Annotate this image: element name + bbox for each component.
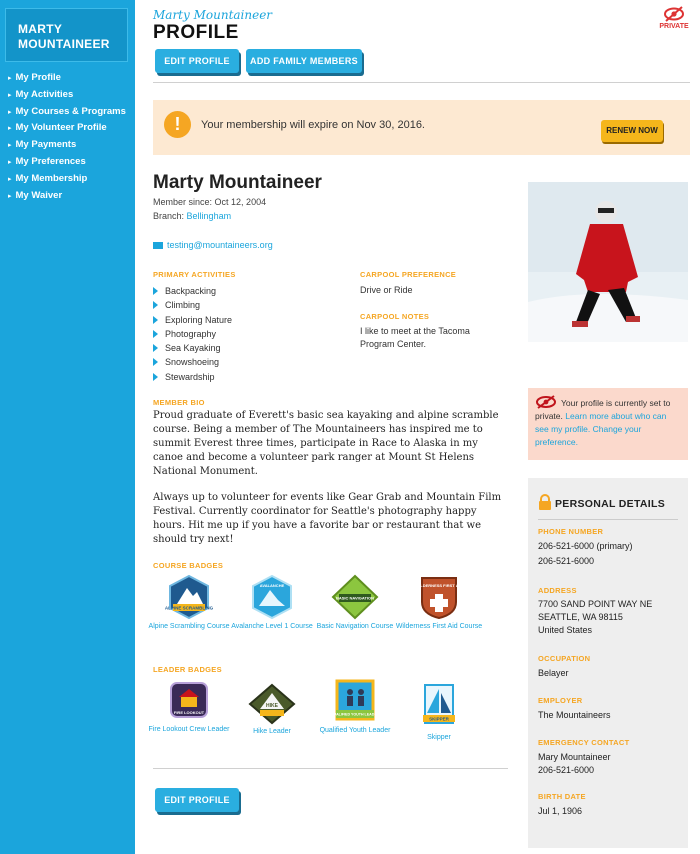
list-item: [153, 341, 232, 355]
carpool-notes-value: I like to meet at the Tacoma Program Center.: [360, 326, 470, 349]
activity-label: Exploring Nature: [165, 314, 233, 325]
badge-art-text: SKIPPER: [429, 716, 449, 722]
badge-art-text: ALPINE SCRAMBLING: [164, 605, 214, 611]
birth-date-label: BIRTH DATE: [538, 792, 586, 801]
badge-art-text: QUALIFIED YOUTH LEADER: [330, 712, 380, 717]
sidebar-item-label: My Waiver: [15, 189, 63, 201]
activities-list: [153, 284, 232, 384]
badge-art-text: HIKE: [266, 703, 278, 709]
triangle-bullet-icon: [153, 287, 158, 295]
sidebar-item-membership[interactable]: [8, 171, 126, 188]
activity-label: Stewardship: [165, 371, 215, 382]
emergency-contact-phone: 206-521-6000: [538, 765, 595, 775]
member-since: [153, 197, 266, 207]
list-item: [153, 313, 232, 327]
emergency-contact-name: Mary Mountaineer: [538, 752, 611, 762]
carpool-notes-label: CARPOOL NOTES: [360, 312, 430, 321]
membership-banner: [153, 100, 690, 155]
badge-caption: Hike Leader: [253, 728, 291, 735]
badge-basic-navigation[interactable]: [310, 574, 400, 631]
phone-primary: 206-521-6000 (primary): [538, 541, 633, 551]
page-title: PROFILE: [153, 22, 239, 43]
sidebar-nav: [8, 70, 126, 204]
sidebar-item-label: My Courses & Programs: [15, 105, 126, 117]
qualified-youth-leader-badge-icon: [330, 678, 380, 724]
chevron-right-icon: ▸: [8, 175, 12, 183]
sidebar-user-name: [5, 8, 128, 62]
occupation-value: Belayer: [538, 668, 569, 678]
sidebar-item-preferences[interactable]: [8, 154, 126, 171]
leader-badges-label: LEADER BADGES: [153, 665, 222, 674]
triangle-bullet-icon: [153, 373, 158, 381]
sidebar-item-profile[interactable]: [8, 70, 126, 87]
badge-caption: Basic Navigation Course: [316, 623, 394, 630]
fire-lookout-badge-icon: [167, 679, 211, 723]
membership-message: Your membership will expire on Nov 30, 2016.: [201, 119, 425, 131]
heading-text: PERSONAL DETAILS: [555, 498, 666, 510]
member-bio-label: MEMBER BIO: [153, 398, 205, 407]
employer-value: The Mountaineers: [538, 710, 611, 720]
address-line-3: United States: [538, 625, 593, 635]
add-family-members-button[interactable]: ADD FAMILY MEMBERS: [246, 49, 362, 73]
divider: [153, 768, 508, 769]
phone-secondary: 206-521-6000: [538, 556, 595, 566]
privacy-learn-more-link[interactable]: Learn more about who can see my profile. Change your preference.: [535, 411, 667, 447]
birth-date-value: Jul 1, 1906: [538, 806, 583, 816]
divider: [538, 519, 678, 520]
header-user-name: Marty Mountaineer: [153, 8, 273, 22]
triangle-bullet-icon: [153, 330, 158, 338]
badge-caption: Avalanche Level 1 Course: [231, 623, 313, 630]
sidebar-item-payments[interactable]: [8, 137, 126, 154]
edit-profile-button[interactable]: EDIT PROFILE: [155, 49, 239, 73]
chevron-right-icon: ▸: [8, 158, 12, 166]
privacy-text: Your profile is currently set to private.: [535, 398, 671, 421]
alpine-scrambling-badge-icon: [164, 574, 214, 620]
sidebar-item-label: My Membership: [15, 172, 88, 184]
address-line-2: SEATTLE, WA 98115: [538, 612, 623, 622]
sidebar-item-label: My Payments: [15, 139, 77, 151]
chevron-right-icon: ▸: [8, 192, 12, 200]
badge-fire-lookout-crew-leader[interactable]: [144, 679, 234, 734]
badge-wilderness-first-aid[interactable]: [394, 574, 484, 631]
badge-qualified-youth-leader[interactable]: [310, 678, 400, 735]
list-item: [153, 327, 232, 341]
user-first-name: MARTY: [18, 22, 63, 36]
badge-hike-leader[interactable]: [227, 683, 317, 736]
activity-label: Snowshoeing: [165, 357, 220, 368]
email-text: testing@mountaineers.org: [167, 240, 273, 250]
badge-art-text: FIRE LOOKOUT: [173, 710, 205, 715]
sidebar-item-label: My Activities: [15, 88, 74, 100]
sidebar-item-label: My Preferences: [15, 155, 86, 167]
address-label: ADDRESS: [538, 586, 577, 595]
list-item: [153, 355, 232, 369]
branch-link[interactable]: Bellingham: [186, 211, 232, 221]
eye-slash-icon: [535, 395, 557, 409]
sidebar-item-label: My Profile: [15, 72, 61, 83]
avalanche-badge-icon: [250, 574, 294, 620]
mountaineer-photo: [528, 182, 688, 342]
badge-art-text: AVALANCHE: [259, 583, 285, 588]
personal-details-heading: [538, 494, 665, 510]
list-item: [153, 298, 232, 312]
badge-caption: Wilderness First Aid Course: [395, 623, 483, 630]
hike-leader-badge-icon: [248, 683, 296, 725]
carpool-preference-label: CARPOOL PREFERENCE: [360, 270, 457, 279]
sidebar-item-courses[interactable]: [8, 104, 126, 121]
eye-slash-icon: [663, 6, 685, 22]
branch-label: Branch:: [153, 211, 185, 221]
sidebar-item-volunteer[interactable]: [8, 120, 126, 137]
branch: [153, 211, 231, 221]
phone-label: PHONE NUMBER: [538, 527, 604, 536]
course-badges-label: COURSE BADGES: [153, 561, 224, 570]
badge-caption: Alpine Scrambling Course: [148, 623, 230, 630]
member-bio-paragraph-1: Proud graduate of Everett's basic sea kayaking and alpine scramble course. Being a member of The Mountaineers has inspired me to summit Everest three times, participate in Race to Alaska in my canoe and become a volunteer park ranger at Mount St Helens National Monument.: [153, 410, 499, 477]
basic-navigation-badge-icon: [331, 574, 379, 620]
triangle-bullet-icon: [153, 316, 158, 324]
emergency-contact-label: EMERGENCY CONTACT: [538, 738, 630, 747]
badge-caption: Fire Lookout Crew Leader: [148, 726, 230, 733]
activity-label: Climbing: [165, 300, 201, 311]
triangle-bullet-icon: [153, 344, 158, 352]
member-since-label: Member since:: [153, 197, 213, 207]
sidebar-item-activities[interactable]: [8, 87, 126, 104]
carpool-preference-value: Drive or Ride: [360, 285, 413, 295]
sidebar-item-label: My Volunteer Profile: [15, 122, 107, 134]
badge-avalanche-level-1[interactable]: [227, 574, 317, 631]
chevron-right-icon: ▸: [8, 75, 12, 82]
wilderness-first-aid-badge-icon: [415, 574, 463, 620]
primary-activities-label: PRIMARY ACTIVITIES: [153, 270, 236, 279]
employer-label: EMPLOYER: [538, 696, 583, 705]
chevron-right-icon: ▸: [8, 108, 12, 116]
lock-icon: [538, 494, 552, 510]
avatar: [528, 182, 688, 342]
activity-label: Sea Kayaking: [165, 343, 221, 354]
member-bio-paragraph-2: Always up to volunteer for events like Gear Grab and Mountain Film Festival. Currently coordinator for Seattle's photography happy hours. Hit me up if you have a favorite bar or restaurant that we should try next!: [153, 492, 502, 545]
badge-art-text: BASIC NAVIGATION: [335, 595, 375, 601]
warning-icon: !: [164, 111, 191, 138]
divider: [153, 82, 690, 83]
sidebar: [0, 0, 135, 854]
chevron-right-icon: ▸: [8, 142, 12, 150]
renew-now-button[interactable]: RENEW NOW: [601, 120, 663, 142]
personal-details-panel: [528, 478, 688, 848]
user-last-name: MOUNTAINEER: [18, 37, 110, 51]
badge-skipper[interactable]: [394, 683, 484, 742]
envelope-icon: [153, 242, 163, 249]
chevron-right-icon: ▸: [8, 91, 12, 99]
private-label: PRIVATE: [659, 23, 689, 30]
list-item: [153, 370, 232, 384]
address-line-1: 7700 SAND POINT WAY NE: [538, 599, 653, 609]
member-since-value: Oct 12, 2004: [214, 197, 267, 207]
profile-name: Marty Mountaineer: [153, 172, 322, 193]
sidebar-item-waiver[interactable]: [8, 188, 126, 205]
triangle-bullet-icon: [153, 358, 158, 366]
private-badge[interactable]: [651, 6, 697, 30]
list-item: [153, 284, 232, 298]
activity-label: Photography: [165, 328, 217, 339]
triangle-bullet-icon: [153, 301, 158, 309]
badge-caption: Qualified Youth Leader: [319, 727, 391, 734]
badge-alpine-scrambling[interactable]: [144, 574, 234, 631]
edit-profile-button-bottom[interactable]: EDIT PROFILE: [155, 788, 239, 812]
privacy-notice: [528, 388, 688, 460]
chevron-right-icon: ▸: [8, 125, 12, 133]
activity-label: Backpacking: [165, 286, 217, 296]
skipper-badge-icon: [419, 683, 459, 731]
badge-art-text: WILDERNESS FIRST AID: [415, 583, 463, 588]
email-link[interactable]: [153, 240, 273, 250]
occupation-label: OCCUPATION: [538, 654, 591, 663]
badge-caption: Skipper: [427, 734, 451, 741]
